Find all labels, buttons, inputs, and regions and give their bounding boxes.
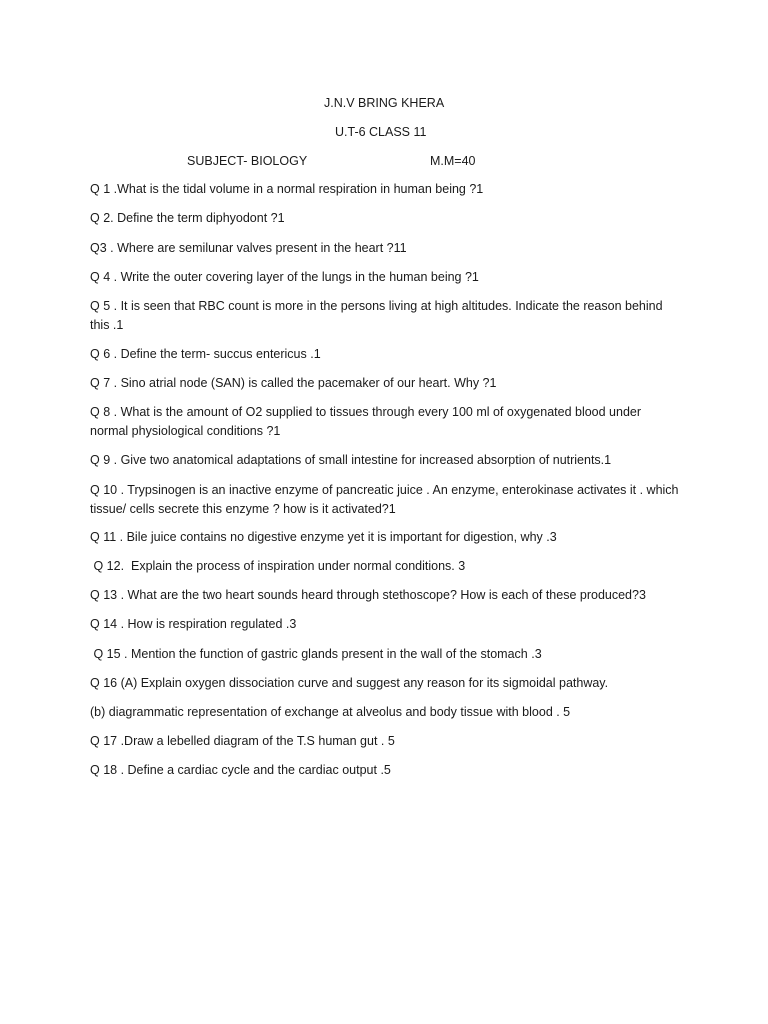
question-17: Q 17 .Draw a lebelled diagram of the T.S human gut . 5	[90, 734, 395, 748]
question-10: Q 10 . Trypsinogen is an inactive enzyme of pancreatic juice . An enzyme, enterokinase activates it . which tissue/ cells secrete this enzyme ? how is it activated?1	[90, 483, 679, 516]
question-11: Q 11 . Bile juice contains no digestive enzyme yet it is important for digestion, why .3	[90, 530, 557, 544]
school-name: J.N.V BRING KHERA	[324, 96, 445, 110]
question-16a: Q 16 (A) Explain oxygen dissociation curve and suggest any reason for its sigmoidal pathway.	[90, 676, 609, 690]
question-4: Q 4 . Write the outer covering layer of the lungs in the human being ?1	[90, 270, 479, 284]
question-14: Q 14 . How is respiration regulated .3	[90, 617, 297, 631]
question-13: Q 13 . What are the two heart sounds heard through stethoscope? How is each of these produced?3	[90, 588, 646, 602]
question-8: Q 8 . What is the amount of O2 supplied to tissues through every 100 ml of oxygenated blood under normal physiological conditions ?1	[90, 405, 642, 438]
question-3: Q3 . Where are semilunar valves present in the heart ?11	[90, 241, 407, 255]
question-2: Q 2. Define the term diphyodont ?1	[90, 211, 285, 225]
question-18: Q 18 . Define a cardiac cycle and the cardiac output .5	[90, 763, 391, 777]
question-9: Q 9 . Give two anatomical adaptations of small intestine for increased absorption of nutrients.1	[90, 453, 612, 467]
question-15: Q 15 . Mention the function of gastric glands present in the wall of the stomach .3	[90, 647, 542, 661]
question-6: Q 6 . Define the term- succus entericus .1	[90, 347, 321, 361]
subject-label: SUBJECT- BIOLOGY	[187, 154, 308, 168]
test-title: U.T-6 CLASS 11	[335, 125, 427, 139]
question-5: Q 5 . It is seen that RBC count is more in the persons living at high altitudes. Indicate the reason behind this .1	[90, 299, 663, 332]
question-12: Q 12. Explain the process of inspiration under normal conditions. 3	[90, 559, 466, 573]
question-16b: (b) diagrammatic representation of exchange at alveolus and body tissue with blood . 5	[90, 705, 571, 719]
question-1: Q 1 .What is the tidal volume in a normal respiration in human being ?1	[90, 182, 484, 196]
question-7: Q 7 . Sino atrial node (SAN) is called the pacemaker of our heart. Why ?1	[90, 376, 497, 390]
max-marks-label: M.M=40	[430, 154, 476, 168]
